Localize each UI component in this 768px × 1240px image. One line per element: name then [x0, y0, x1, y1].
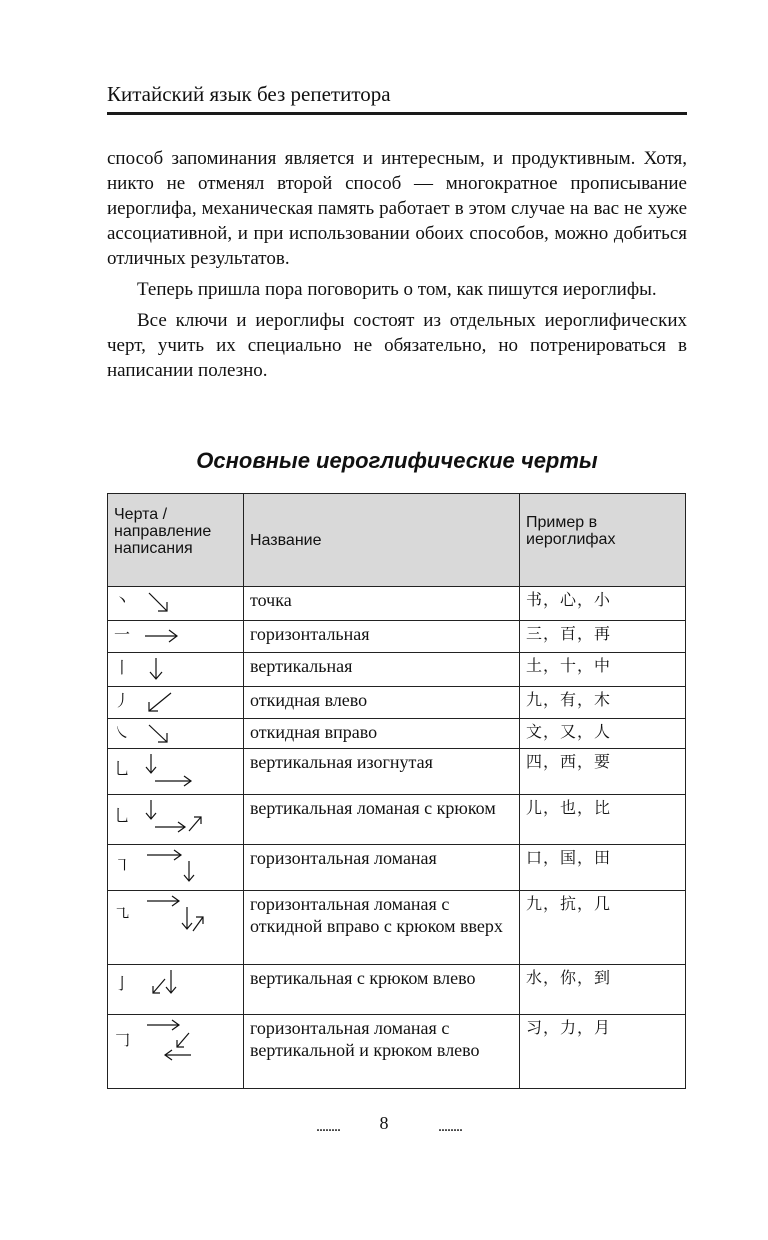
arrow-down-right-up-icon — [141, 805, 211, 825]
arrow-down-right-icon — [141, 722, 181, 742]
stroke-examples: 文，又，人 — [520, 719, 686, 749]
stroke-glyph: 丿 — [114, 691, 131, 711]
stroke-glyph: 乚 — [114, 759, 131, 779]
table-row — [108, 621, 686, 653]
stroke-cell — [108, 587, 244, 621]
table-row — [108, 653, 686, 687]
stroke-name: вертикальная с крюком влево — [244, 965, 520, 1015]
stroke-cell — [108, 965, 244, 1015]
stroke-examples: 儿，也，比 — [520, 795, 686, 845]
page-number: 8 — [379, 1113, 389, 1133]
arrow-down-icon — [141, 657, 171, 677]
arrow-down-left-hook-icon — [141, 973, 191, 993]
stroke-examples: 三，百，再 — [520, 621, 686, 653]
stroke-name: вертикальная ломаная с крюком — [244, 795, 520, 845]
section-title: Основные иероглифические черты — [196, 448, 598, 473]
stroke-name: откидная влево — [244, 687, 520, 719]
table-row — [108, 1015, 686, 1089]
paragraph: Все ключи и иероглифы состоят из отдельных иероглифических черт, учить их специально не обязательно, но потренироваться в написании полезно. — [107, 310, 687, 381]
stroke-glyph: ㇕ — [114, 856, 131, 876]
arrow-down-left-icon — [141, 690, 177, 710]
stroke-name: точка — [244, 587, 520, 621]
arrow-right-icon — [141, 624, 185, 644]
table-header-row — [108, 494, 686, 587]
arrow-down-then-right-icon — [141, 758, 201, 778]
stroke-cell — [108, 719, 244, 749]
stroke-examples: 九，有，木 — [520, 687, 686, 719]
table-row — [108, 891, 686, 965]
stroke-examples: 土，十，中 — [520, 653, 686, 687]
stroke-name: горизонтальная — [244, 621, 520, 653]
header-name: Название — [244, 494, 520, 587]
table-row — [108, 587, 686, 621]
stroke-glyph: ㇈ — [114, 904, 131, 924]
stroke-name: откидная вправо — [244, 719, 520, 749]
stroke-cell — [108, 621, 244, 653]
running-head: Китайский язык без репетитора — [107, 82, 391, 106]
arrow-right-down-left-icon — [141, 1029, 205, 1049]
header-examples: Пример в иероглифах — [520, 494, 686, 587]
stroke-examples: 水，你，到 — [520, 965, 686, 1015]
stroke-glyph: 𠃌 — [114, 1030, 131, 1050]
stroke-cell — [108, 845, 244, 891]
stroke-cell — [108, 795, 244, 845]
stroke-glyph: 亅 — [114, 974, 131, 994]
table-row — [108, 749, 686, 795]
stroke-name: горизонтальная ломаная — [244, 845, 520, 891]
stroke-glyph: 丶 — [114, 591, 131, 611]
table-row — [108, 795, 686, 845]
body-text — [107, 146, 687, 383]
paragraph: Теперь пришла пора поговорить о том, как пишутся иероглифы. — [137, 279, 657, 300]
paragraph: способ запоминания является и интересным, и продуктивным. Хотя, никто не отменял второй способ — многократное прописывание иероглифа, механическая память работает в этом случае на вас не хуже ассоциативной, и при использовании обоих способов, можно добиться отличных результатов. — [107, 148, 687, 269]
stroke-examples: 四，西，要 — [520, 749, 686, 795]
stroke-glyph: 一 — [114, 625, 131, 644]
stroke-cell — [108, 687, 244, 719]
stroke-examples: 口，国，田 — [520, 845, 686, 891]
footer-dots-right: ........ — [438, 1118, 462, 1135]
stroke-name: вертикальная — [244, 653, 520, 687]
stroke-glyph: 乚 — [114, 806, 131, 826]
stroke-name: горизонтальная ломаная с откидной вправо с крюком вверх — [244, 891, 520, 965]
table-row — [108, 845, 686, 891]
stroke-cell — [108, 749, 244, 795]
header-direction: Черта / направление написания — [108, 494, 244, 587]
stroke-glyph: 丨 — [114, 658, 131, 678]
stroke-examples: 习，力，月 — [520, 1015, 686, 1089]
stroke-cell — [108, 1015, 244, 1089]
table-row — [108, 687, 686, 719]
stroke-name: горизонтальная ломаная с вертикальной и крюком влево — [244, 1015, 520, 1089]
arrow-right-then-down-icon — [141, 855, 205, 875]
stroke-glyph: ㇏ — [114, 723, 131, 742]
arrow-right-down-up-icon — [141, 903, 211, 923]
stroke-cell — [108, 653, 244, 687]
stroke-name: вертикальная изогнутая — [244, 749, 520, 795]
strokes-table — [107, 493, 686, 1089]
stroke-examples: 九，抗，几 — [520, 891, 686, 965]
header-rule — [107, 112, 687, 115]
stroke-examples: 书，心，小 — [520, 587, 686, 621]
table-row — [108, 965, 686, 1015]
table-row — [108, 719, 686, 749]
stroke-cell — [108, 891, 244, 965]
arrow-down-right-icon — [141, 590, 181, 610]
footer-dots-left: ........ — [316, 1118, 340, 1135]
